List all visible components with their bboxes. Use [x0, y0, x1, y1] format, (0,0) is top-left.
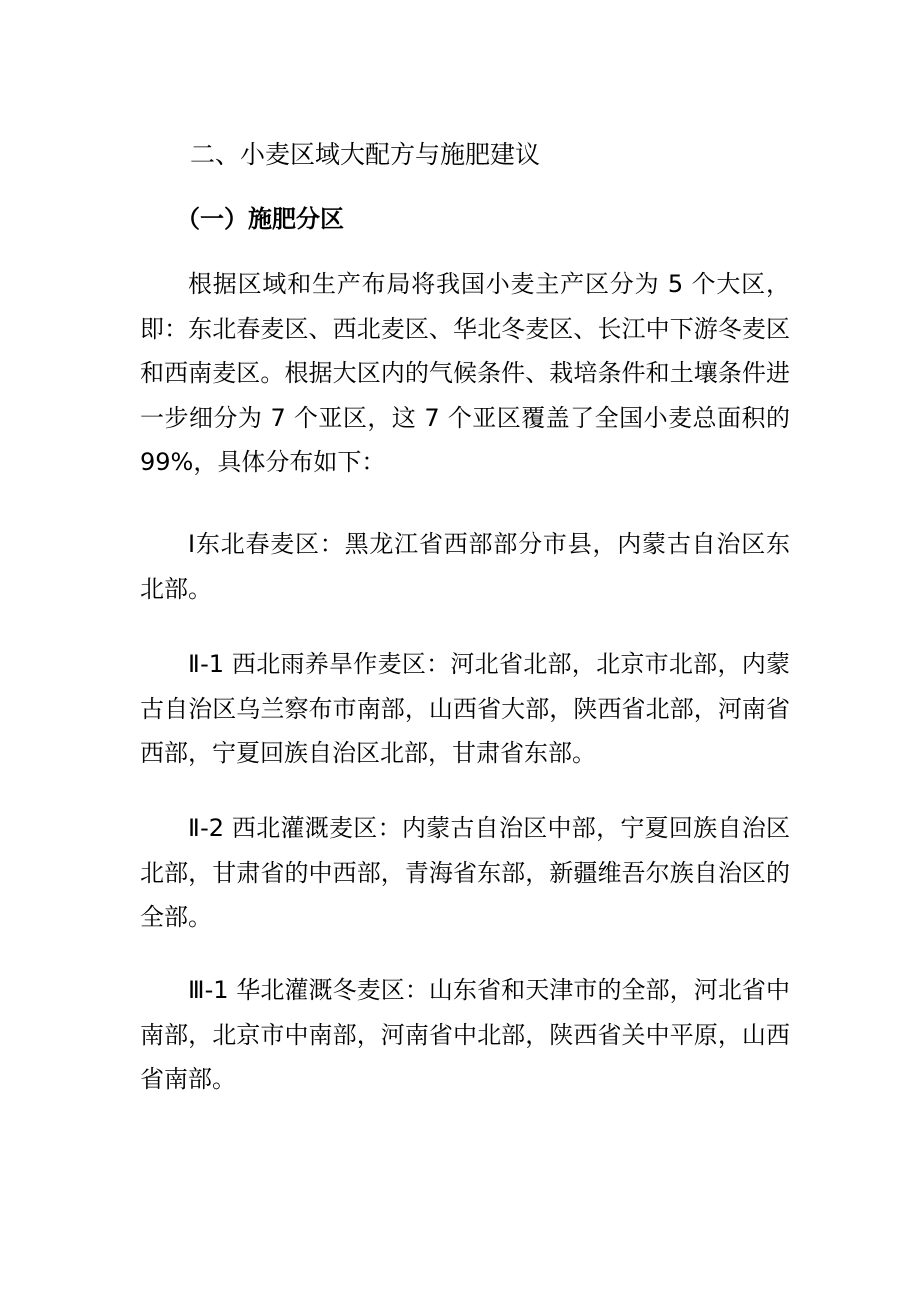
paragraph-region-2-1: Ⅱ-1 西北雨养旱作麦区：河北省北部，北京市北部，内蒙古自治区乌兰察布市南部，山西省大部，陕西省北部，河南省西部，宁夏回族自治区北部，甘肃省东部。 — [140, 650, 790, 767]
paragraph-region-2-2: Ⅱ-2 西北灌溉麦区：内蒙古自治区中部，宁夏回族自治区北部，甘肃省的中西部，青海省东部，新疆维吾尔族自治区的全部。 — [140, 814, 790, 931]
section-title: 二、小麦区域大配方与施肥建议 — [190, 140, 541, 169]
paragraph-intro: 根据区域和生产布局将我国小麦主产区分为 5 个大区，即：东北春麦区、西北麦区、华北冬麦区、长江中下游冬麦区和西南麦区。根据大区内的气候条件、栽培条件和土壤条件进一步细分为 7 个亚区，这 7 个亚区覆盖了全国小麦总面积的 99%，具体分布如下： — [140, 270, 790, 476]
paragraph-region-1: Ⅰ东北春麦区：黑龙江省西部部分市县，内蒙古自治区东北部。 — [140, 530, 790, 603]
subsection-title: （一）施肥分区 — [176, 205, 344, 233]
paragraph-region-3-1: Ⅲ-1 华北灌溉冬麦区：山东省和天津市的全部，河北省中南部，北京市中南部，河南省中北部，陕西省关中平原，山西省南部。 — [140, 976, 790, 1093]
